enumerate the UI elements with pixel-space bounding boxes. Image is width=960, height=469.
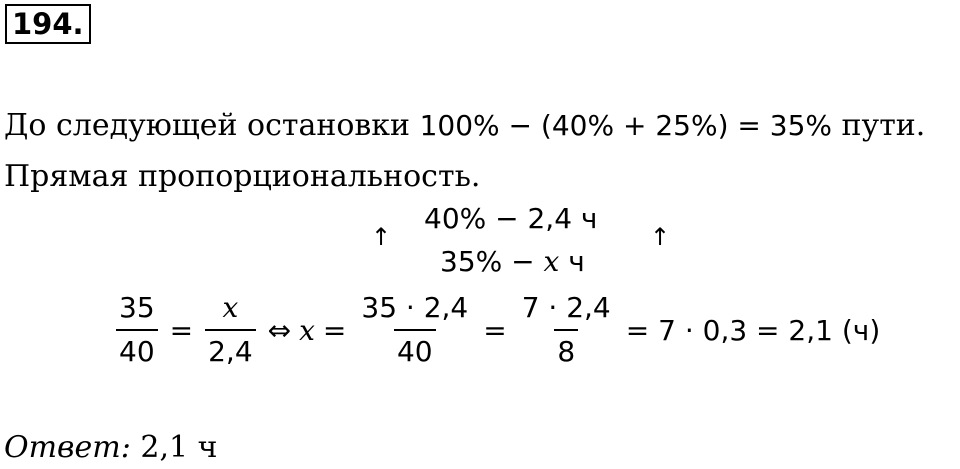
solution-line-2: Прямая пропорциональность.	[4, 159, 481, 194]
fraction-product-over-8	[519, 290, 614, 370]
row2-left: 35% −	[440, 245, 544, 278]
equivalence-sign: ⇔	[267, 313, 292, 347]
variable-x: x	[299, 313, 315, 347]
fraction-product-over-40	[358, 290, 471, 370]
row2-right: ч	[559, 245, 585, 278]
equals-sign: =	[483, 313, 507, 347]
proportion-row-1: 40% − 2,4 ч	[424, 202, 598, 235]
fraction-x-2-4	[205, 290, 256, 370]
answer-value: 2,1 ч	[140, 430, 218, 465]
answer-label: Ответ:	[4, 430, 131, 465]
equation-result: = 7 · 0,3 = 2,1 (ч)	[625, 313, 881, 347]
line1-percent-expression: 100% − (40% + 25%) = 35%	[419, 109, 832, 142]
line1-text-end: пути.	[841, 108, 926, 143]
fraction-numerator: 7 · 2,4	[521, 291, 611, 324]
line1-text-start: До следующей остановки	[4, 108, 411, 143]
up-arrow-left-icon: ↑	[371, 223, 392, 251]
main-equation	[112, 286, 888, 374]
fraction-35-40	[116, 290, 158, 370]
proportion-row-2	[440, 245, 585, 279]
up-arrow-right-icon: ↑	[650, 223, 671, 251]
row2-variable: x	[543, 245, 560, 278]
equals-sign: =	[169, 313, 194, 347]
answer-line	[4, 430, 217, 466]
fraction-denominator: 40	[116, 329, 158, 370]
solution-line-1	[4, 106, 925, 146]
fraction-numerator: 35	[119, 291, 155, 324]
fraction-denominator: 8	[554, 329, 578, 370]
problem-number: 194.	[5, 4, 91, 44]
fraction-numerator: x	[222, 291, 239, 324]
equals-sign: =	[322, 313, 347, 347]
fraction-denominator: 40	[394, 329, 436, 370]
fraction-denominator: 2,4	[205, 329, 256, 370]
fraction-numerator: 35 · 2,4	[361, 291, 469, 324]
